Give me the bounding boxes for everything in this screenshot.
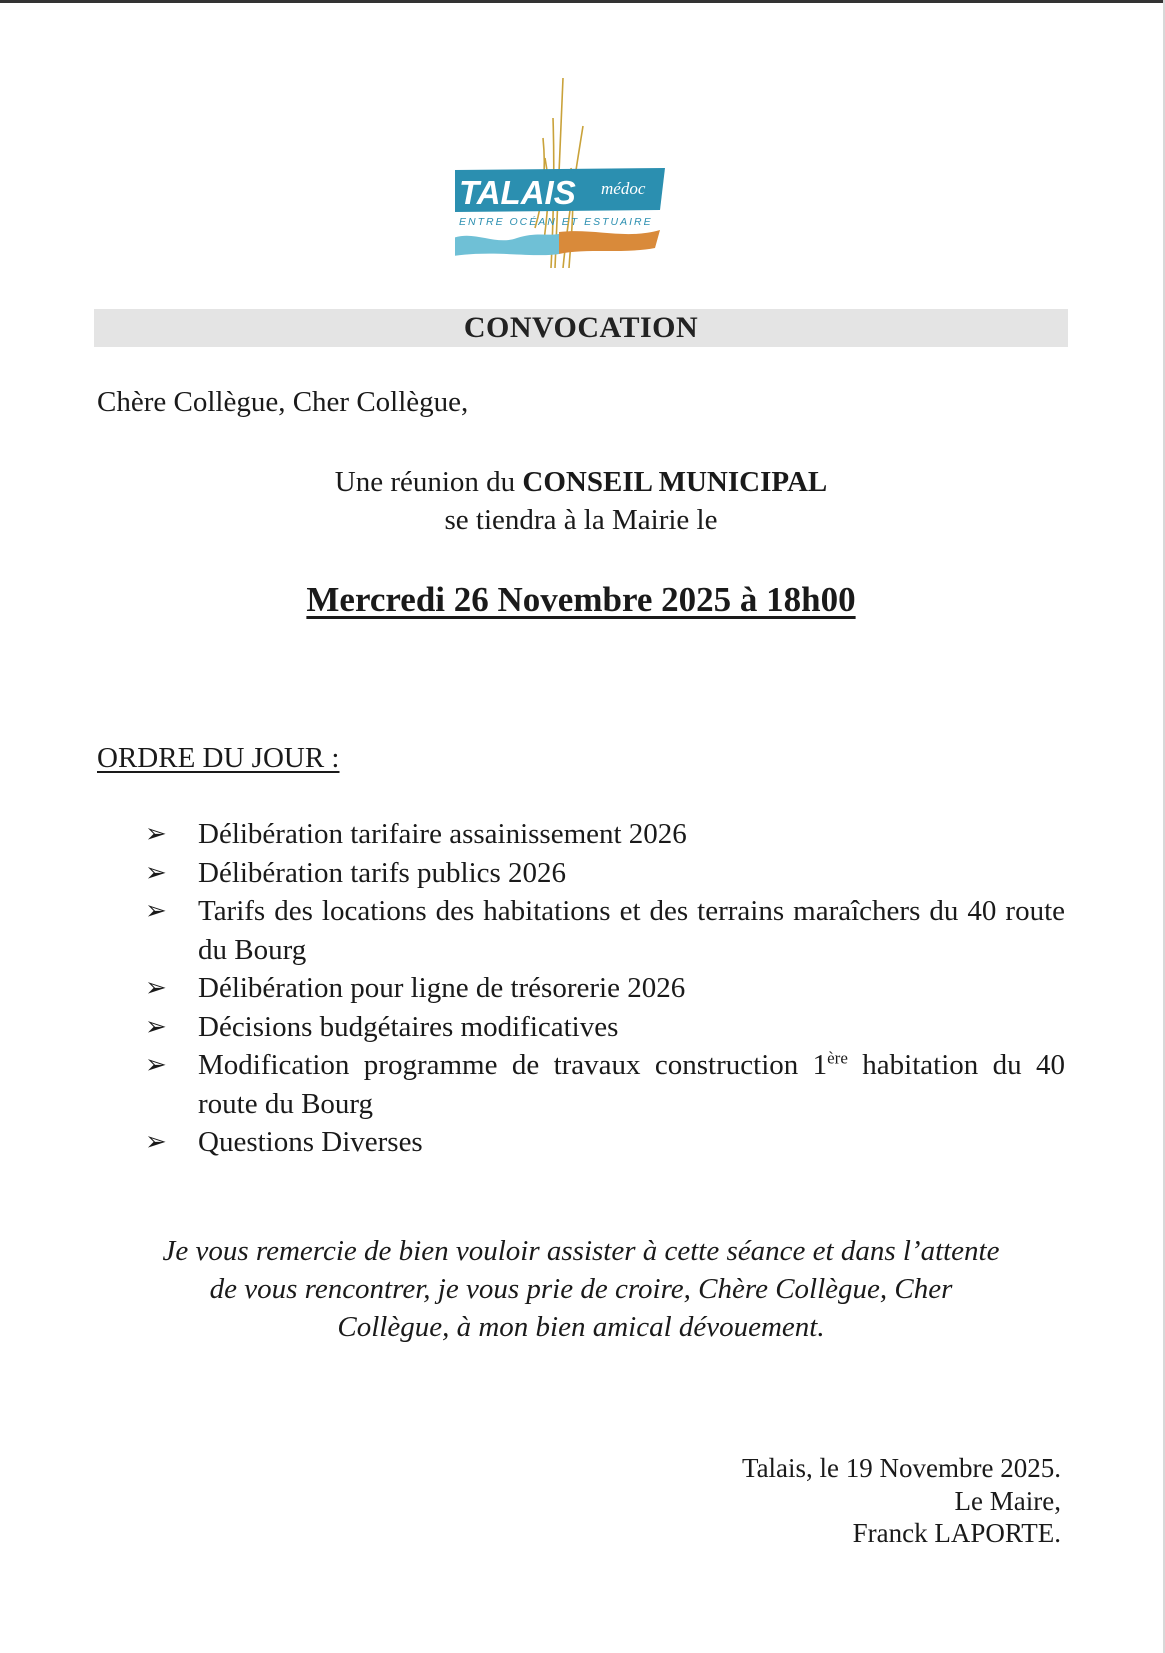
arrow-bullet-icon: ➢ (145, 857, 167, 888)
logo-region: médoc (601, 179, 646, 198)
title-band (94, 309, 1068, 347)
agenda-item (145, 815, 1065, 854)
signatory-name: Franck LAPORTE. (852, 1518, 1061, 1548)
signature-block (742, 1452, 1061, 1550)
announcement-line-2: se tiendra à la Mairie le (444, 504, 718, 536)
agenda-list (145, 815, 1065, 1162)
arrow-bullet-icon: ➢ (145, 1127, 167, 1157)
document-title: CONVOCATION (463, 311, 699, 344)
logo-wave-blue (455, 234, 559, 256)
closing-line: Je vous remercie de bien vouloir assister à cette séance et dans l’attente (162, 1235, 1000, 1267)
meeting-announcement (94, 463, 1068, 539)
logo-name: TALAIS (459, 174, 576, 211)
talais-logo (455, 78, 710, 268)
agenda-item-text: Délibération tarifaire assainissement 2026 (198, 818, 687, 850)
agenda-item-text: Décisions budgétaires modificatives (198, 1010, 619, 1043)
meeting-date (94, 580, 1068, 620)
announcement-line-1 (94, 463, 1068, 501)
closing-line: Collègue, à mon bien amical dévouement. (337, 1311, 825, 1343)
greeting: Chère Collègue, Cher Collègue, (97, 386, 469, 418)
agenda-item-text-before: Modification programme de travaux construction 1 (198, 1049, 828, 1081)
agenda-title: ORDRE DU JOUR : (97, 742, 340, 774)
arrow-bullet-icon: ➢ (145, 896, 167, 926)
arrow-bullet-icon: ➢ (145, 1050, 167, 1080)
agenda-item (145, 969, 1065, 1008)
council-name: CONSEIL MUNICIPAL (522, 466, 828, 498)
closing-paragraph (94, 1232, 1068, 1346)
agenda-item (145, 854, 1065, 893)
agenda-item-text: Délibération tarifs publics 2026 (198, 856, 567, 889)
scan-top-edge (0, 0, 1165, 3)
agenda-item (145, 1008, 1065, 1047)
announcement-prefix: Une réunion du (334, 466, 523, 498)
arrow-bullet-icon: ➢ (145, 973, 167, 1003)
closing-line: de vous rencontrer, je vous prie de croire, Chère Collègue, Cher (209, 1273, 953, 1305)
agenda-item-text-after: habitation du 40 route du Bourg (198, 1049, 1065, 1120)
agenda-item-text: Questions Diverses (198, 1126, 423, 1158)
logo-wave-orange (559, 230, 660, 254)
agenda-item (145, 892, 1065, 969)
logo-tagline: ENTRE OCÉAN ET ESTUAIRE (459, 216, 653, 228)
arrow-bullet-icon: ➢ (145, 819, 167, 849)
arrow-bullet-icon: ➢ (145, 1011, 167, 1042)
agenda-item-text: Délibération pour ligne de trésorerie 2026 (198, 972, 686, 1004)
place-date: Talais, le 19 Novembre 2025. (741, 1453, 1061, 1483)
agenda-item (145, 1046, 1065, 1123)
ordinal-superscript: ère (827, 1048, 848, 1068)
agenda-item (145, 1123, 1065, 1162)
agenda-item-text: Tarifs des locations des habitations et des terrains maraîchers du 40 route du Bourg (198, 895, 1065, 966)
meeting-date-text: Mercredi 26 Novembre 2025 à 18h00 (306, 580, 856, 619)
signatory-role: Le Maire, (954, 1485, 1061, 1516)
